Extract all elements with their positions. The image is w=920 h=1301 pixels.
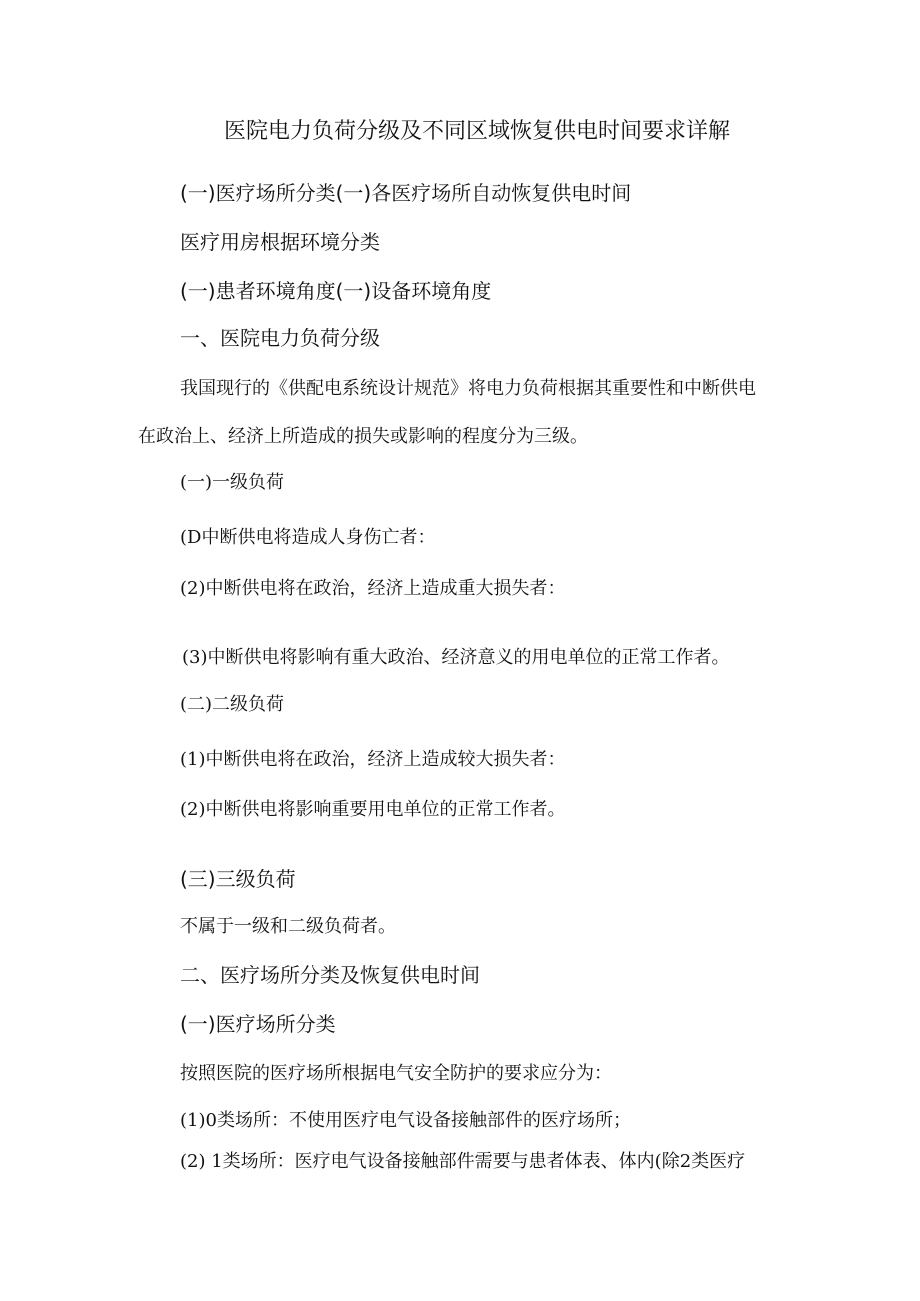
section2-subheading: (一)医疗场所分类 [180,1012,336,1036]
level1-item-2: (2)中断供电将在政治，经济上造成重大损失者： [180,578,566,599]
level1-item-1: (D中断供电将造成人身伤亡者： [180,527,436,548]
section2-item-2: (2) 1类场所：医疗电气设备接触部件需要与患者体表、体内(除2类医疗 [180,1151,746,1172]
level2-heading: (二)二级负荷 [180,694,285,715]
section1-intro-line2: 在政治上、经济上所造成的损失或影响的程度分为三级。 [138,426,588,447]
toc-line-1: (一)医疗场所分类(一)各医疗场所自动恢复供电时间 [180,181,632,205]
level2-item-2: (2)中断供电将影响重要用电单位的正常工作者。 [180,799,566,820]
toc-line-2: 医疗用房根据环境分类 [180,230,380,254]
section1-heading: 一、医院电力负荷分级 [180,326,380,350]
level1-heading: (一)一级负荷 [180,472,285,493]
document-title: 医院电力负荷分级及不同区域恢复供电时间要求详解 [224,119,731,144]
section1-intro-line1: 我国现行的《供配电系统设计规范》将电力负荷根据其重要性和中断供电 [180,378,756,399]
section2-item-1: (1)0类场所：不使用医疗电气设备接触部件的医疗场所； [180,1110,631,1131]
level3-heading: (三)三级负荷 [180,867,296,891]
level1-item-3: (3)中断供电将影响有重大政治、经济意义的用电单位的正常工作者。 [182,647,730,668]
section2-intro: 按照医院的医疗场所根据电气安全防护的要求应分为： [180,1063,612,1084]
toc-line-3: (一)患者环境角度(一)设备环境角度 [180,279,492,303]
section2-heading: 二、医疗场所分类及恢复供电时间 [180,963,480,987]
level2-item-1: (1)中断供电将在政治，经济上造成较大损失者： [180,749,566,770]
level3-text: 不属于一级和二级负荷者。 [180,916,396,937]
